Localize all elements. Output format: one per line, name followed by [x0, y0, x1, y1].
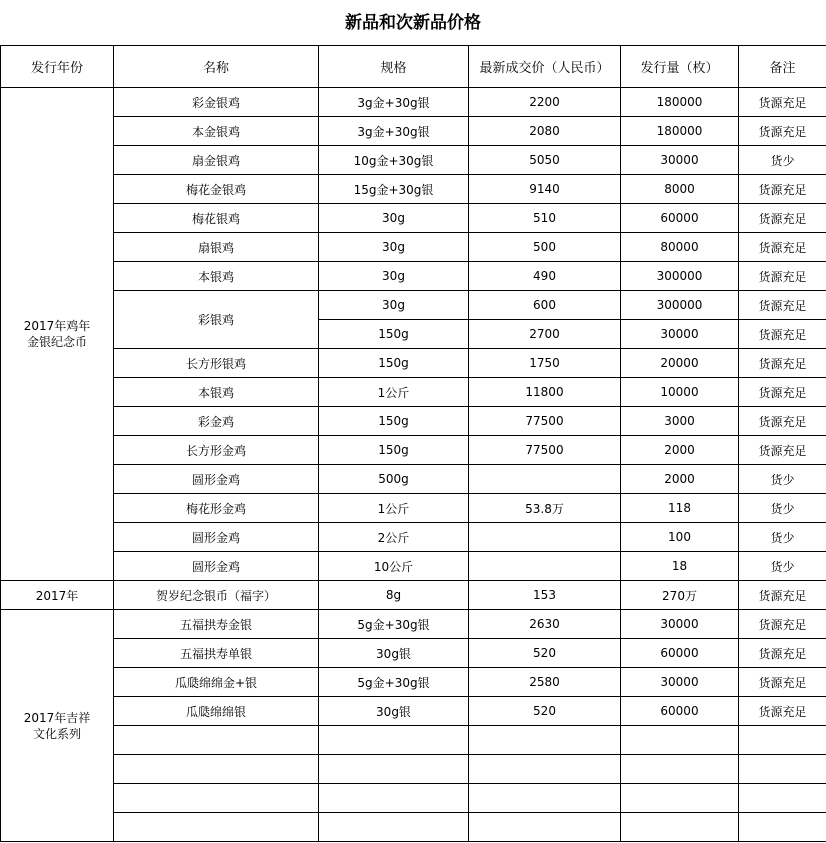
note-cell: 货源充足 — [739, 291, 826, 320]
spec-cell: 5g金+30g银 — [319, 668, 469, 697]
table-row — [1, 581, 826, 610]
empty-row — [1, 755, 826, 784]
note-cell: 货源充足 — [739, 639, 826, 668]
price-cell: 2700 — [469, 320, 621, 349]
table-row — [1, 117, 826, 146]
price-cell: 153 — [469, 581, 621, 610]
spec-cell: 3g金+30g银 — [319, 117, 469, 146]
empty-cell — [621, 784, 739, 813]
note-cell: 货少 — [739, 523, 826, 552]
empty-row — [1, 813, 826, 842]
table-row — [1, 407, 826, 436]
table-row — [1, 291, 826, 320]
price-cell: 1750 — [469, 349, 621, 378]
name-cell: 五福拱寿单银 — [114, 639, 319, 668]
note-cell: 货源充足 — [739, 117, 826, 146]
col-header-volume: 发行量（枚） — [621, 46, 739, 88]
table-row — [1, 175, 826, 204]
price-cell: 2080 — [469, 117, 621, 146]
price-cell — [469, 523, 621, 552]
note-cell: 货源充足 — [739, 233, 826, 262]
volume-cell: 8000 — [621, 175, 739, 204]
note-cell: 货源充足 — [739, 436, 826, 465]
volume-cell: 30000 — [621, 146, 739, 175]
name-cell: 贺岁纪念银币（福字） — [114, 581, 319, 610]
price-cell — [469, 552, 621, 581]
volume-cell: 30000 — [621, 610, 739, 639]
empty-cell — [319, 813, 469, 842]
spec-cell: 3g金+30g银 — [319, 88, 469, 117]
volume-cell: 118 — [621, 494, 739, 523]
year-cell-group-2: 2017年 — [1, 581, 114, 610]
name-cell: 彩银鸡 — [114, 291, 319, 349]
name-cell: 五福拱寿金银 — [114, 610, 319, 639]
spec-cell: 30g银 — [319, 639, 469, 668]
volume-cell: 300000 — [621, 262, 739, 291]
year-line: 2017年吉祥 — [23, 710, 91, 725]
price-cell: 77500 — [469, 407, 621, 436]
spec-cell: 30g — [319, 233, 469, 262]
note-cell: 货源充足 — [739, 378, 826, 407]
table-row — [1, 494, 826, 523]
volume-cell: 270万 — [621, 581, 739, 610]
volume-cell: 80000 — [621, 233, 739, 262]
name-cell: 本银鸡 — [114, 378, 319, 407]
note-cell: 货少 — [739, 494, 826, 523]
col-header-note: 备注 — [739, 46, 826, 88]
price-cell — [469, 465, 621, 494]
name-cell: 瓜瓞绵绵金+银 — [114, 668, 319, 697]
table-row — [1, 233, 826, 262]
empty-cell — [469, 755, 621, 784]
name-cell: 本银鸡 — [114, 262, 319, 291]
col-header-year: 发行年份 — [1, 46, 114, 88]
empty-cell — [621, 755, 739, 784]
price-cell: 500 — [469, 233, 621, 262]
price-cell: 510 — [469, 204, 621, 233]
table-row — [1, 262, 826, 291]
volume-cell: 20000 — [621, 349, 739, 378]
note-cell: 货源充足 — [739, 88, 826, 117]
table-row — [1, 378, 826, 407]
note-cell: 货少 — [739, 146, 826, 175]
price-cell: 490 — [469, 262, 621, 291]
note-cell: 货源充足 — [739, 175, 826, 204]
price-cell: 600 — [469, 291, 621, 320]
volume-cell: 2000 — [621, 436, 739, 465]
price-cell: 77500 — [469, 436, 621, 465]
spec-cell: 150g — [319, 407, 469, 436]
note-cell: 货源充足 — [739, 668, 826, 697]
note-cell: 货源充足 — [739, 407, 826, 436]
spec-cell: 150g — [319, 320, 469, 349]
volume-cell: 10000 — [621, 378, 739, 407]
empty-cell — [621, 813, 739, 842]
price-cell: 53.8万 — [469, 494, 621, 523]
name-cell: 彩金鸡 — [114, 407, 319, 436]
empty-cell — [319, 784, 469, 813]
name-cell: 瓜瓞绵绵银 — [114, 697, 319, 726]
spec-cell: 2公斤 — [319, 523, 469, 552]
volume-cell: 300000 — [621, 291, 739, 320]
price-cell: 520 — [469, 639, 621, 668]
empty-cell — [469, 784, 621, 813]
spec-cell: 150g — [319, 436, 469, 465]
spec-cell: 15g金+30g银 — [319, 175, 469, 204]
empty-cell — [114, 726, 319, 755]
note-cell: 货源充足 — [739, 204, 826, 233]
volume-cell: 60000 — [621, 204, 739, 233]
empty-cell — [319, 726, 469, 755]
spec-cell: 30g — [319, 262, 469, 291]
name-cell: 扇银鸡 — [114, 233, 319, 262]
price-cell: 11800 — [469, 378, 621, 407]
spec-cell: 1公斤 — [319, 378, 469, 407]
name-cell: 扇金银鸡 — [114, 146, 319, 175]
volume-cell: 60000 — [621, 639, 739, 668]
table-row — [1, 639, 826, 668]
spec-cell: 30g — [319, 291, 469, 320]
note-cell: 货源充足 — [739, 610, 826, 639]
year-line: 金银纪念币 — [26, 335, 87, 349]
volume-cell: 180000 — [621, 88, 739, 117]
note-cell: 货少 — [739, 465, 826, 494]
table-row — [1, 552, 826, 581]
name-cell: 圆形金鸡 — [114, 552, 319, 581]
year-cell-group-3 — [1, 610, 114, 842]
table-row — [1, 668, 826, 697]
col-header-spec: 规格 — [319, 46, 469, 88]
spec-cell: 30g银 — [319, 697, 469, 726]
table-row — [1, 349, 826, 378]
empty-cell — [739, 755, 826, 784]
empty-row — [1, 784, 826, 813]
volume-cell: 180000 — [621, 117, 739, 146]
year-line: 2017年鸡年 — [23, 319, 91, 333]
price-cell: 2200 — [469, 88, 621, 117]
table-row — [1, 436, 826, 465]
note-cell: 货源充足 — [739, 262, 826, 291]
empty-cell — [621, 726, 739, 755]
empty-row — [1, 726, 826, 755]
name-cell: 圆形金鸡 — [114, 465, 319, 494]
spec-cell: 150g — [319, 349, 469, 378]
empty-cell — [739, 784, 826, 813]
table-row — [1, 610, 826, 639]
name-cell: 梅花银鸡 — [114, 204, 319, 233]
year-cell-group-1 — [1, 88, 114, 581]
table-row — [1, 523, 826, 552]
spec-cell: 10公斤 — [319, 552, 469, 581]
volume-cell: 30000 — [621, 668, 739, 697]
table-row — [1, 697, 826, 726]
name-cell: 圆形金鸡 — [114, 523, 319, 552]
table-row — [1, 465, 826, 494]
spec-cell: 10g金+30g银 — [319, 146, 469, 175]
price-table — [0, 46, 826, 842]
name-cell: 梅花金银鸡 — [114, 175, 319, 204]
name-cell: 梅花形金鸡 — [114, 494, 319, 523]
note-cell: 货源充足 — [739, 349, 826, 378]
header-row — [1, 46, 826, 88]
spec-cell: 30g — [319, 204, 469, 233]
year-line: 文化系列 — [32, 726, 81, 741]
table-row — [1, 146, 826, 175]
col-header-price: 最新成交价（人民币） — [469, 46, 621, 88]
sheet-title: 新品和次新品价格 — [0, 0, 826, 46]
note-cell: 货源充足 — [739, 697, 826, 726]
empty-cell — [114, 784, 319, 813]
empty-cell — [114, 755, 319, 784]
table-row — [1, 204, 826, 233]
volume-cell: 30000 — [621, 320, 739, 349]
price-cell: 5050 — [469, 146, 621, 175]
empty-cell — [739, 813, 826, 842]
volume-cell: 60000 — [621, 697, 739, 726]
col-header-name: 名称 — [114, 46, 319, 88]
empty-cell — [469, 726, 621, 755]
spec-cell: 1公斤 — [319, 494, 469, 523]
volume-cell: 18 — [621, 552, 739, 581]
empty-cell — [319, 755, 469, 784]
name-cell: 长方形银鸡 — [114, 349, 319, 378]
note-cell: 货源充足 — [739, 581, 826, 610]
empty-cell — [739, 726, 826, 755]
table-row — [1, 88, 826, 117]
spec-cell: 8g — [319, 581, 469, 610]
empty-cell — [114, 813, 319, 842]
price-cell: 9140 — [469, 175, 621, 204]
name-cell: 长方形金鸡 — [114, 436, 319, 465]
price-cell: 520 — [469, 697, 621, 726]
volume-cell: 100 — [621, 523, 739, 552]
note-cell: 货源充足 — [739, 320, 826, 349]
name-cell: 彩金银鸡 — [114, 88, 319, 117]
price-cell: 2580 — [469, 668, 621, 697]
name-cell: 本金银鸡 — [114, 117, 319, 146]
price-cell: 2630 — [469, 610, 621, 639]
spec-cell: 500g — [319, 465, 469, 494]
empty-cell — [469, 813, 621, 842]
volume-cell: 2000 — [621, 465, 739, 494]
volume-cell: 3000 — [621, 407, 739, 436]
spec-cell: 5g金+30g银 — [319, 610, 469, 639]
note-cell: 货少 — [739, 552, 826, 581]
